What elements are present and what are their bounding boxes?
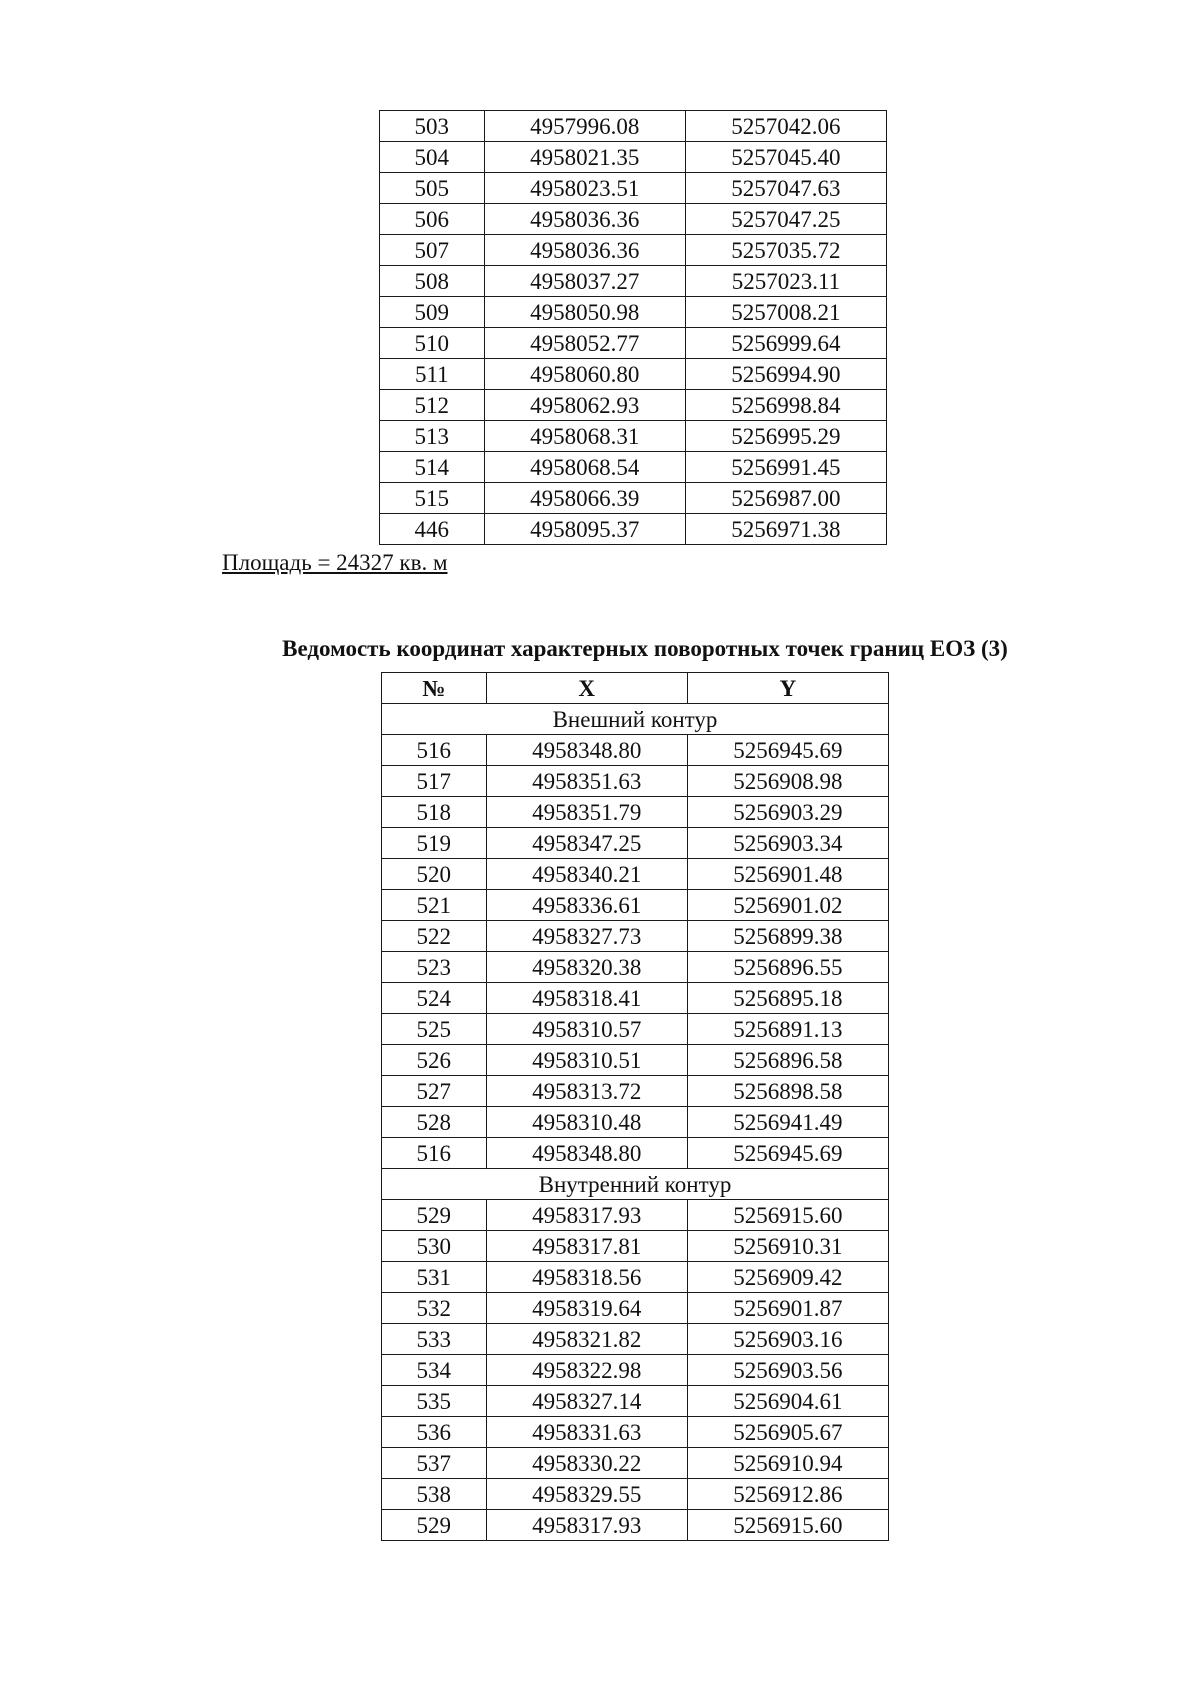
x-coordinate-cell: 4958351.63 [486,766,687,797]
table-body [380,111,887,545]
table-row [382,766,889,797]
coordinates-table-continued [379,110,887,545]
point-number-cell: 519 [382,828,487,859]
point-number-cell: 510 [380,328,485,359]
table-body [382,704,889,1169]
section-row-outer-contour [382,704,889,735]
y-coordinate-cell: 5256901.87 [687,1293,888,1324]
y-coordinate-cell: 5256899.38 [687,921,888,952]
table-row [380,204,887,235]
x-coordinate-cell: 4958036.36 [484,204,685,235]
header-number: № [382,673,487,704]
table-row [382,952,889,983]
point-number-cell: 526 [382,1045,487,1076]
point-number-cell: 518 [382,797,487,828]
table-row [380,359,887,390]
point-number-cell: 504 [380,142,485,173]
table-row [382,1510,889,1541]
table-row [380,235,887,266]
table-row [382,1138,889,1169]
point-number-cell: 509 [380,297,485,328]
x-coordinate-cell: 4958310.57 [486,1014,687,1045]
point-number-cell: 525 [382,1014,487,1045]
x-coordinate-cell: 4958037.27 [484,266,685,297]
x-coordinate-cell: 4958318.56 [486,1262,687,1293]
point-number-cell: 534 [382,1355,487,1386]
point-number-cell: 533 [382,1324,487,1355]
table-row [382,828,889,859]
y-coordinate-cell: 5256998.84 [685,390,886,421]
y-coordinate-cell: 5256910.31 [687,1231,888,1262]
table-row [382,1386,889,1417]
y-coordinate-cell: 5256903.29 [687,797,888,828]
outer-contour-label: Внешний контур [382,704,889,735]
table-row [380,266,887,297]
inner-contour-label: Внутренний контур [382,1169,889,1200]
y-coordinate-cell: 5256904.61 [687,1386,888,1417]
point-number-cell: 511 [380,359,485,390]
x-coordinate-cell: 4958310.51 [486,1045,687,1076]
table-row [380,421,887,452]
table-row [380,452,887,483]
point-number-cell: 522 [382,921,487,952]
x-coordinate-cell: 4958327.73 [486,921,687,952]
y-coordinate-cell: 5256903.34 [687,828,888,859]
point-number-cell: 514 [380,452,485,483]
table-row [382,1107,889,1138]
x-coordinate-cell: 4958329.55 [486,1479,687,1510]
x-coordinate-cell: 4958095.37 [484,514,685,545]
header-x: X [486,673,687,704]
y-coordinate-cell: 5257008.21 [685,297,886,328]
y-coordinate-cell: 5257047.63 [685,173,886,204]
x-coordinate-cell: 4958023.51 [484,173,685,204]
table-row [382,1355,889,1386]
x-coordinate-cell: 4958317.93 [486,1200,687,1231]
x-coordinate-cell: 4958060.80 [484,359,685,390]
table-row [382,983,889,1014]
y-coordinate-cell: 5256891.13 [687,1014,888,1045]
y-coordinate-cell: 5256941.49 [687,1107,888,1138]
point-number-cell: 528 [382,1107,487,1138]
point-number-cell: 530 [382,1231,487,1262]
table-row [382,1200,889,1231]
x-coordinate-cell: 4958310.48 [486,1107,687,1138]
x-coordinate-cell: 4958348.80 [486,1138,687,1169]
x-coordinate-cell: 4958336.61 [486,890,687,921]
table-row [382,735,889,766]
section-title: Ведомость координат характерных поворотных точек границ ЕОЗ (3) [282,636,1008,661]
y-coordinate-cell: 5256903.56 [687,1355,888,1386]
y-coordinate-cell: 5256991.45 [685,452,886,483]
y-coordinate-cell: 5256945.69 [687,735,888,766]
y-coordinate-cell: 5256901.48 [687,859,888,890]
table-row [382,921,889,952]
x-coordinate-cell: 4958066.39 [484,483,685,514]
coordinates-table-eoz-3 [381,672,889,1541]
table-row [382,1293,889,1324]
point-number-cell: 503 [380,111,485,142]
point-number-cell: 537 [382,1448,487,1479]
table-row [382,1479,889,1510]
point-number-cell: 529 [382,1510,487,1541]
point-number-cell: 508 [380,266,485,297]
x-coordinate-cell: 4958050.98 [484,297,685,328]
point-number-cell: 512 [380,390,485,421]
area-text: Площадь = 24327 кв. м [222,550,448,575]
point-number-cell: 513 [380,421,485,452]
y-coordinate-cell: 5256903.16 [687,1324,888,1355]
point-number-cell: 507 [380,235,485,266]
table-row [380,173,887,204]
point-number-cell: 505 [380,173,485,204]
point-number-cell: 517 [382,766,487,797]
section-row-inner-contour [382,1169,889,1200]
x-coordinate-cell: 4958331.63 [486,1417,687,1448]
point-number-cell: 515 [380,483,485,514]
y-coordinate-cell: 5257035.72 [685,235,886,266]
point-number-cell: 532 [382,1293,487,1324]
y-coordinate-cell: 5256987.00 [685,483,886,514]
y-coordinate-cell: 5257042.06 [685,111,886,142]
point-number-cell: 523 [382,952,487,983]
y-coordinate-cell: 5256910.94 [687,1448,888,1479]
x-coordinate-cell: 4958313.72 [486,1076,687,1107]
table-row [382,1324,889,1355]
y-coordinate-cell: 5256945.69 [687,1138,888,1169]
x-coordinate-cell: 4958347.25 [486,828,687,859]
point-number-cell: 521 [382,890,487,921]
y-coordinate-cell: 5256898.58 [687,1076,888,1107]
point-number-cell: 535 [382,1386,487,1417]
point-number-cell: 516 [382,1138,487,1169]
table-row [382,1014,889,1045]
table-row [380,142,887,173]
x-coordinate-cell: 4958317.93 [486,1510,687,1541]
table-row [380,111,887,142]
x-coordinate-cell: 4958322.98 [486,1355,687,1386]
point-number-cell: 524 [382,983,487,1014]
point-number-cell: 531 [382,1262,487,1293]
y-coordinate-cell: 5256995.29 [685,421,886,452]
y-coordinate-cell: 5256971.38 [685,514,886,545]
x-coordinate-cell: 4958321.82 [486,1324,687,1355]
y-coordinate-cell: 5256915.60 [687,1510,888,1541]
point-number-cell: 536 [382,1417,487,1448]
x-coordinate-cell: 4958062.93 [484,390,685,421]
x-coordinate-cell: 4958348.80 [486,735,687,766]
x-coordinate-cell: 4958340.21 [486,859,687,890]
table-header-row [382,673,889,704]
table-row [380,514,887,545]
x-coordinate-cell: 4958319.64 [486,1293,687,1324]
table-row [382,1448,889,1479]
y-coordinate-cell: 5256895.18 [687,983,888,1014]
point-number-cell: 527 [382,1076,487,1107]
table-row [382,1045,889,1076]
y-coordinate-cell: 5256915.60 [687,1200,888,1231]
table-row [380,483,887,514]
point-number-cell: 516 [382,735,487,766]
y-coordinate-cell: 5256912.86 [687,1479,888,1510]
point-number-cell: 529 [382,1200,487,1231]
x-coordinate-cell: 4958320.38 [486,952,687,983]
y-coordinate-cell: 5256909.42 [687,1262,888,1293]
x-coordinate-cell: 4958052.77 [484,328,685,359]
x-coordinate-cell: 4957996.08 [484,111,685,142]
y-coordinate-cell: 5257045.40 [685,142,886,173]
x-coordinate-cell: 4958068.54 [484,452,685,483]
table-body-inner [382,1169,889,1541]
table-row [380,297,887,328]
table-row [382,1262,889,1293]
y-coordinate-cell: 5256908.98 [687,766,888,797]
table-row [382,1076,889,1107]
x-coordinate-cell: 4958318.41 [486,983,687,1014]
point-number-cell: 538 [382,1479,487,1510]
x-coordinate-cell: 4958068.31 [484,421,685,452]
y-coordinate-cell: 5256905.67 [687,1417,888,1448]
table-row [382,890,889,921]
point-number-cell: 520 [382,859,487,890]
table-row [382,1231,889,1262]
y-coordinate-cell: 5256896.58 [687,1045,888,1076]
point-number-cell: 506 [380,204,485,235]
x-coordinate-cell: 4958317.81 [486,1231,687,1262]
y-coordinate-cell: 5256999.64 [685,328,886,359]
table-row [380,390,887,421]
y-coordinate-cell: 5256896.55 [687,952,888,983]
y-coordinate-cell: 5256901.02 [687,890,888,921]
x-coordinate-cell: 4958021.35 [484,142,685,173]
table-row [382,859,889,890]
table-row [382,1417,889,1448]
point-number-cell: 446 [380,514,485,545]
x-coordinate-cell: 4958330.22 [486,1448,687,1479]
y-coordinate-cell: 5256994.90 [685,359,886,390]
header-y: Y [687,673,888,704]
table-row [380,328,887,359]
table-row [382,797,889,828]
x-coordinate-cell: 4958036.36 [484,235,685,266]
y-coordinate-cell: 5257023.11 [685,266,886,297]
x-coordinate-cell: 4958351.79 [486,797,687,828]
y-coordinate-cell: 5257047.25 [685,204,886,235]
x-coordinate-cell: 4958327.14 [486,1386,687,1417]
